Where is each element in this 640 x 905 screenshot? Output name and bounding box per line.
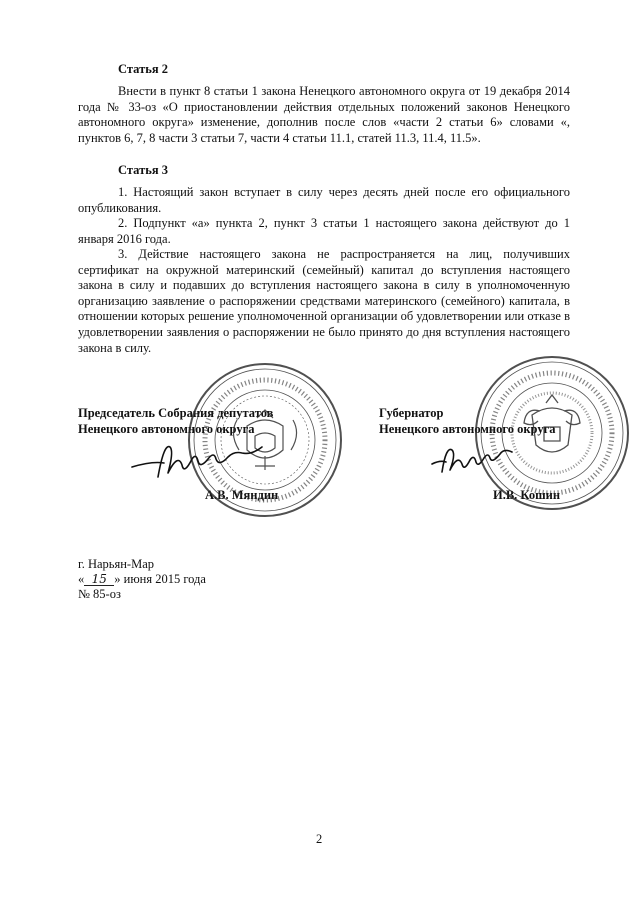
law-number: № 85-оз <box>78 587 121 601</box>
chairman-title-line-1: Председатель Собрания депутатов <box>78 406 274 420</box>
article-3-heading: Статья 3 <box>118 163 168 177</box>
city: г. Нарьян-Мар <box>78 557 155 571</box>
date-month-year: » июня 2015 года <box>114 572 206 586</box>
page-number: 2 <box>316 832 323 846</box>
article-2-heading: Статья 2 <box>118 62 168 76</box>
date-open-quote: « <box>78 572 85 586</box>
governor-name: И.В. Кошин <box>493 488 561 502</box>
chairman-title-line-2: Ненецкого автономного округа <box>78 421 255 436</box>
governor-title-line-1: Губернатор <box>379 406 444 420</box>
chairman-signature <box>128 437 288 485</box>
governor-seal-stamp <box>472 353 632 513</box>
law-date <box>78 572 206 587</box>
article-3-paragraph-3: 3. Действие настоящего закона не распространяется на лиц, получивших сертификат на окружной материнский (семейный) капитал до вступления настоящего закона в силу и подавших до вступления настоящего закона в силу в уполномоченную организацию заявление о распоряжении средствами материнского (семейного) капитала, в отношении которых решение уполномоченной организации об удовлетворении или отказе в удовлетворении заявления о распоряжении не было принято до дня вступления настоящего закона в силу. <box>78 247 570 355</box>
article-3-paragraph-1: 1. Настоящий закон вступает в силу через десять дней после его официального опубликования. <box>78 185 570 215</box>
governor-signature <box>430 438 520 478</box>
article-3-paragraph-2: 2. Подпункт «а» пункта 2, пункт 3 статьи 1 настоящего закона действуют до 1 января 2016 года. <box>78 216 570 246</box>
article-2-text: Внести в пункт 8 статьи 1 закона Ненецкого автономного округа от 19 декабря 2014 года № 33-оз «О приостановлении действия отдельных положений законов Ненецкого автономного округа» изменение, дополнив после слов «части 2 статьи 6» словами «, пунктов 6, 7, 8 части 3 статьи 7, части 4 статьи 11.1, статей 11.3, 11.4, 11.5». <box>78 84 570 145</box>
governor-title-line-2: Ненецкого автономного округа <box>379 421 556 436</box>
date-day-handwritten: 15 <box>84 573 114 586</box>
chairman-name: А.В. Мяндин <box>205 488 279 502</box>
